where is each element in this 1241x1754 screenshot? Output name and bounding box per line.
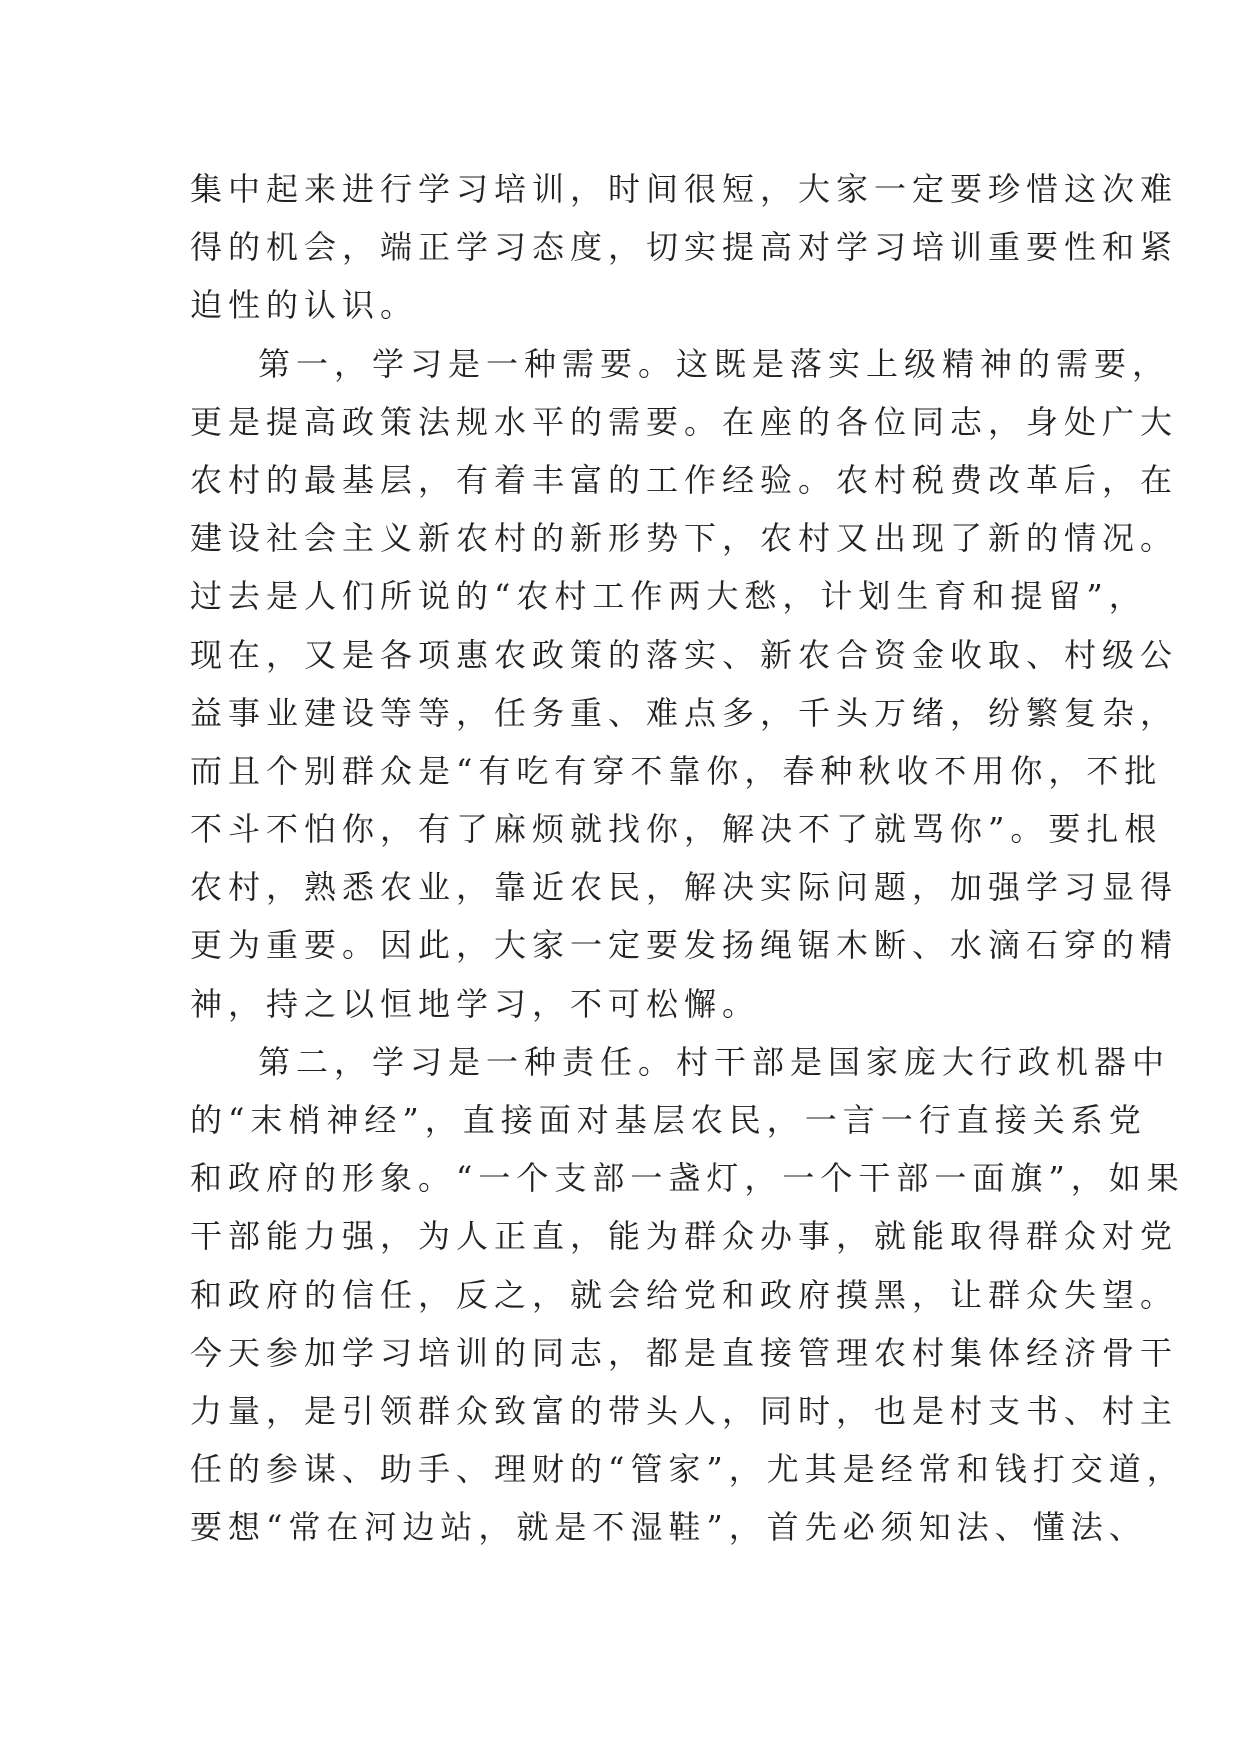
text-line: 今天参加学习培训的同志，都是直接管理农村集体经济骨干 <box>190 1333 1179 1372</box>
text-line: 干部能力强，为人正直，能为群众办事，就能取得群众对党 <box>190 1217 1179 1256</box>
text-line: 不斗不怕你，有了麻烦就找你，解决不了就骂你”。要扎根 <box>190 810 1163 849</box>
text-line: 力量，是引领群众致富的带头人，同时，也是村支书、村主 <box>190 1391 1179 1430</box>
body-text <box>190 160 1185 1557</box>
text-line: 的“末梢神经”，直接面对基层农民，一言一行直接关系党 <box>190 1101 1147 1139</box>
text-line: 益事业建设等等，任务重、难点多，千头万绪，纷繁复杂， <box>190 693 1179 732</box>
text-line: 更为重要。因此，大家一定要发扬绳锯木断、水滴石穿的精 <box>190 926 1179 965</box>
text-line: 神，持之以恒地学习，不可松懈。 <box>190 984 761 1023</box>
text-line: 过去是人们所说的“农村工作两大愁，计划生育和提留”， <box>190 577 1147 616</box>
text-line: 建设社会主义新农村的新形势下，农村又出现了新的情况。 <box>190 519 1179 558</box>
text-line: 得的机会，端正学习态度，切实提高对学习培训重要性和紧 <box>190 228 1179 267</box>
paragraph-first-line: 第一，学习是一种需要。这既是落实上级精神的需要， <box>258 344 1171 383</box>
text-line: 迫性的认识。 <box>190 286 419 325</box>
text-line: 农村，熟悉农业，靠近农民，解决实际问题，加强学习显得 <box>190 868 1179 907</box>
text-line: 农村的最基层，有着丰富的工作经验。农村税费改革后，在 <box>190 460 1179 499</box>
text-line: 要想“常在河边站，就是不湿鞋”，首先必须知法、懂法、 <box>190 1508 1147 1547</box>
text-line: 和政府的形象。“一个支部一盏灯，一个干部一面旗”，如果 <box>190 1159 1185 1198</box>
text-line: 而且个别群众是“有吃有穿不靠你，春种秋收不用你，不批 <box>190 751 1163 790</box>
text-line: 现在，又是各项惠农政策的落实、新农合资金收取、村级公 <box>190 635 1179 674</box>
text-line: 和政府的信任，反之，就会给党和政府摸黑，让群众失望。 <box>190 1275 1179 1314</box>
text-line: 更是提高政策法规水平的需要。在座的各位同志，身处广大 <box>190 402 1179 441</box>
paragraph-first-line: 第二，学习是一种责任。村干部是国家庞大行政机器中 <box>258 1042 1171 1081</box>
text-line: 任的参谋、助手、理财的“管家”，尤其是经常和钱打交道， <box>190 1450 1185 1489</box>
text-line: 集中起来进行学习培训，时间很短，大家一定要珍惜这次难 <box>190 170 1179 208</box>
